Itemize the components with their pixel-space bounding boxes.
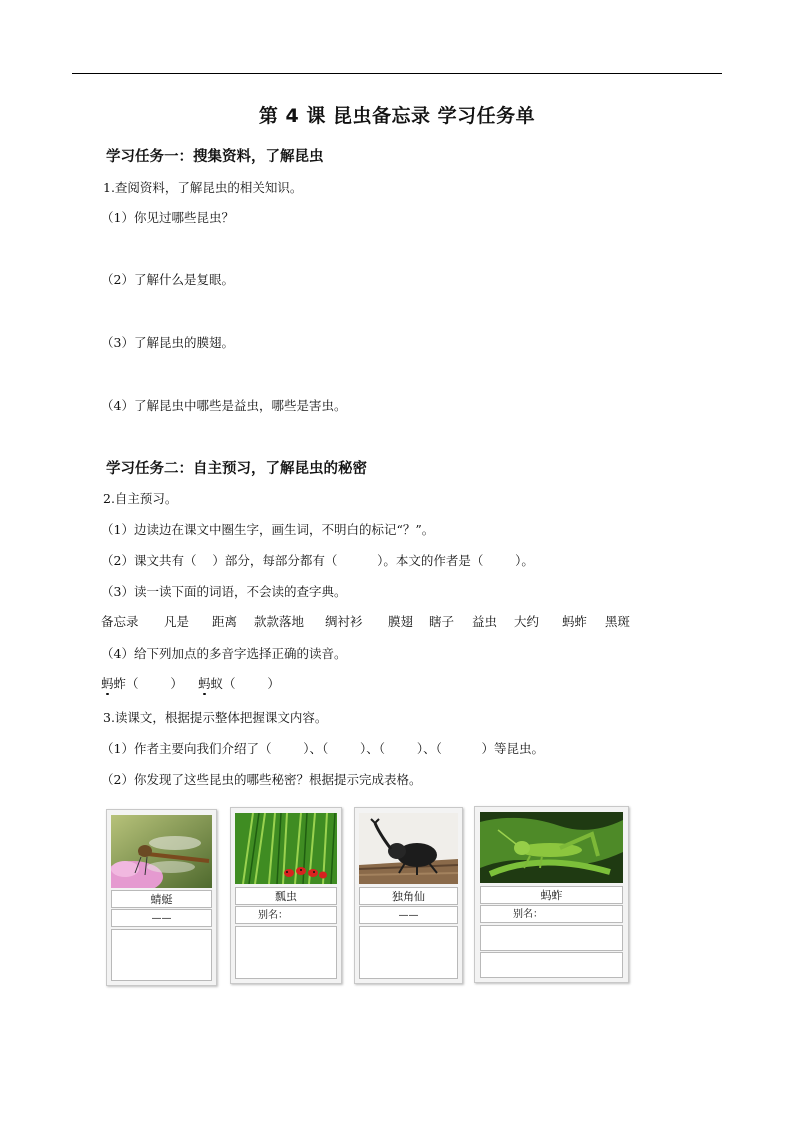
plain-char: 蚁: [210, 676, 224, 691]
pinyin-question-1: [101, 674, 183, 692]
insect-name: 瓢虫: [235, 887, 337, 905]
insect-name: 独角仙: [359, 887, 458, 905]
pinyin-blank: （ ）: [126, 676, 183, 691]
task3-item: （1）作者主要向我们介绍了（ ）、（ ）、（ ）、（ ）等昆虫。: [101, 741, 545, 756]
task2-heading: 学习任务二：自主预习，了解昆虫的秘密: [106, 461, 367, 477]
insect-card-dragonfly: [106, 809, 217, 986]
vocab-word: 凡是: [164, 614, 190, 629]
insect-notes-cell: [480, 952, 623, 978]
vocab-word: 大约: [514, 614, 540, 629]
task1-item: （2）了解什么是复眼。: [101, 272, 234, 287]
insect-notes-cell: [111, 929, 212, 981]
task1-intro: 1.查阅资料，了解昆虫的相关知识。: [103, 180, 303, 195]
header-rule: [72, 73, 722, 74]
insect-notes-cell: [359, 926, 458, 979]
task3-intro: 3.读课文，根据提示整体把握课文内容。: [103, 710, 328, 725]
insect-alias: 别名：: [235, 906, 337, 924]
task2-item: （3）读一读下面的词语，不会读的查字典。: [101, 584, 347, 599]
task2-item: （1）边读边在课文中圈生字，画生词，不明白的标记“？”。: [101, 522, 435, 537]
dragonfly-photo: [111, 815, 212, 888]
insect-card-grasshopper: [474, 806, 629, 983]
vocab-word: 备忘录: [101, 614, 139, 629]
task1-item: （3）了解昆虫的膜翅。: [101, 335, 234, 350]
task2-intro: 2.自主预习。: [103, 491, 178, 506]
dotted-char: 蚂: [198, 676, 211, 691]
pinyin-question-2: [198, 674, 280, 692]
vocab-word: 益虫: [472, 614, 498, 629]
vocab-word: 瞎子: [429, 614, 455, 629]
insect-card-rhinoceros-beetle: [354, 807, 463, 984]
insect-alias: ——: [111, 909, 212, 927]
insect-alias: 别名：: [480, 905, 623, 923]
task1-item: （4）了解昆虫中哪些是益虫，哪些是害虫。: [101, 398, 347, 413]
pinyin-blank: （ ）: [223, 676, 280, 691]
vocab-word: 蚂蚱: [562, 614, 588, 629]
dotted-char: 蚂: [101, 676, 114, 691]
plain-char: 蚱: [113, 676, 127, 691]
vocab-word: 膜翅: [388, 614, 414, 629]
grasshopper-photo: [480, 812, 623, 883]
task3-item: （2）你发现了这些昆虫的哪些秘密？根据提示完成表格。: [101, 772, 422, 787]
insect-card-ladybug: [230, 807, 342, 984]
insect-name: 蜻蜓: [111, 890, 212, 908]
ladybug-photo: [235, 813, 337, 884]
insect-alias: ——: [359, 906, 458, 924]
page-title: 第 4 课 昆虫备忘录 学习任务单: [258, 105, 536, 127]
task1-item: （1）你见过哪些昆虫？: [101, 210, 234, 225]
task2-item: （2）课文共有（ ）部分，每部分都有（ ）。本文的作者是（ ）。: [101, 553, 534, 568]
vocab-word: 绸衬衫: [325, 614, 363, 629]
task2-item: （4）给下列加点的多音字选择正确的读音。: [101, 646, 347, 661]
task1-heading: 学习任务一：搜集资料，了解昆虫: [106, 149, 324, 165]
vocab-word: 款款落地: [254, 614, 305, 629]
vocab-word: 距离: [212, 614, 238, 629]
insect-name: 蚂蚱: [480, 886, 623, 904]
insect-notes-cell: [235, 926, 337, 979]
insect-notes-cell: [480, 925, 623, 951]
vocab-word: 黑斑: [605, 614, 631, 629]
beetle-photo: [359, 813, 458, 884]
